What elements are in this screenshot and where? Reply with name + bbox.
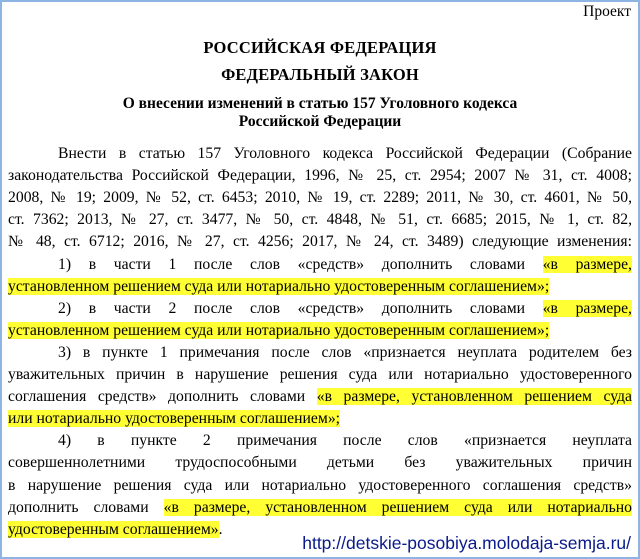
text-line (58, 343, 632, 363)
text-line (8, 277, 632, 297)
line-text: Внести в статью 157 Уголовного кодекса Российской Федерации (Собрание (58, 145, 632, 162)
line-text: 2) в части 2 после слов «средств» дополнить словами (58, 299, 543, 317)
law-title-line-2: Российской Федерации (238, 113, 402, 130)
line-text: законодательства Российской Федерации, 1996, № 25, ст. 2954; 2007 № 31, ст. 4008; (8, 167, 632, 185)
text-line (8, 232, 632, 252)
country-heading: РОССИЙСКАЯ ФЕДЕРАЦИЯ (203, 38, 437, 57)
highlighted-amendment-text: установленном решением суда или нотариально удостоверенным соглашением»; (8, 277, 550, 295)
line-text: ст. 7362; 2013, № 27, ст. 3477, № 50, ст. 4848, № 51, ст. 6685; 2015, № 1, ст. 82, (8, 211, 632, 229)
line-text: 4) в пункте 2 примечания после слов «признается неуплата (58, 432, 632, 450)
text-line (58, 144, 632, 164)
text-line (8, 188, 632, 208)
line-text: дополнить словами (8, 498, 164, 516)
text-line (8, 409, 632, 429)
text-line (58, 299, 632, 319)
text-line (8, 476, 632, 496)
highlighted-amendment-text: «в размере, установленном решением суда (316, 388, 632, 406)
line-text: . (218, 520, 223, 538)
highlighted-amendment-text: установленном решением суда или нотариально удостоверенным соглашением»; (8, 321, 550, 339)
line-text: совершеннолетними трудоспособными детьми без уважительных причин (8, 454, 632, 472)
law-title-line-1: О внесении изменений в статью 157 Уголовного кодекса (122, 95, 518, 112)
line-text: 1) в части 1 после слов «средств» дополнить словами (58, 255, 543, 273)
text-line (8, 498, 632, 518)
line-text: в нарушение решения суда или нотариально удостоверенного соглашения средств» (8, 476, 632, 494)
line-text: соглашения средств» дополнить словами (8, 388, 317, 406)
highlighted-amendment-text: «в размере, установленном решением суда или нотариально (163, 498, 632, 516)
draft-label: Проект (583, 3, 631, 20)
text-line (8, 166, 632, 186)
line-text: уважительных причин в нарушение решения суда или нотариально удостоверенного (8, 366, 632, 383)
text-line (8, 210, 632, 230)
highlighted-amendment-text: удостоверенным соглашением» (8, 520, 219, 538)
text-line (8, 453, 632, 473)
text-line (8, 365, 632, 385)
watermark-url: http://detskie-posobiya.molodaja-semja.ru/ (302, 533, 631, 553)
text-line (58, 431, 632, 451)
line-text: № 48, ст. 6712; 2016, № 27, ст. 4256; 2017, № 24, ст. 3489) следующие изменения: (8, 233, 632, 251)
highlighted-amendment-text: «в размере, (542, 255, 632, 273)
text-line (8, 387, 632, 407)
line-text: 2008, № 19; 2009, № 52, ст. 6453; 2010, № 19, ст. 2289; 2011, № 30, ст. 4601, № 50, (8, 189, 632, 207)
text-line (8, 321, 632, 341)
law-title (2, 95, 638, 131)
highlighted-amendment-text: «в размере, (542, 299, 632, 317)
law-type-heading: ФЕДЕРАЛЬНЫЙ ЗАКОН (221, 65, 419, 84)
line-text: 3) в пункте 1 примечания после слов «признается неуплата родителем без (58, 343, 632, 361)
highlighted-amendment-text: или нотариально удостоверенным соглашением»; (8, 410, 341, 428)
text-line (58, 255, 632, 275)
